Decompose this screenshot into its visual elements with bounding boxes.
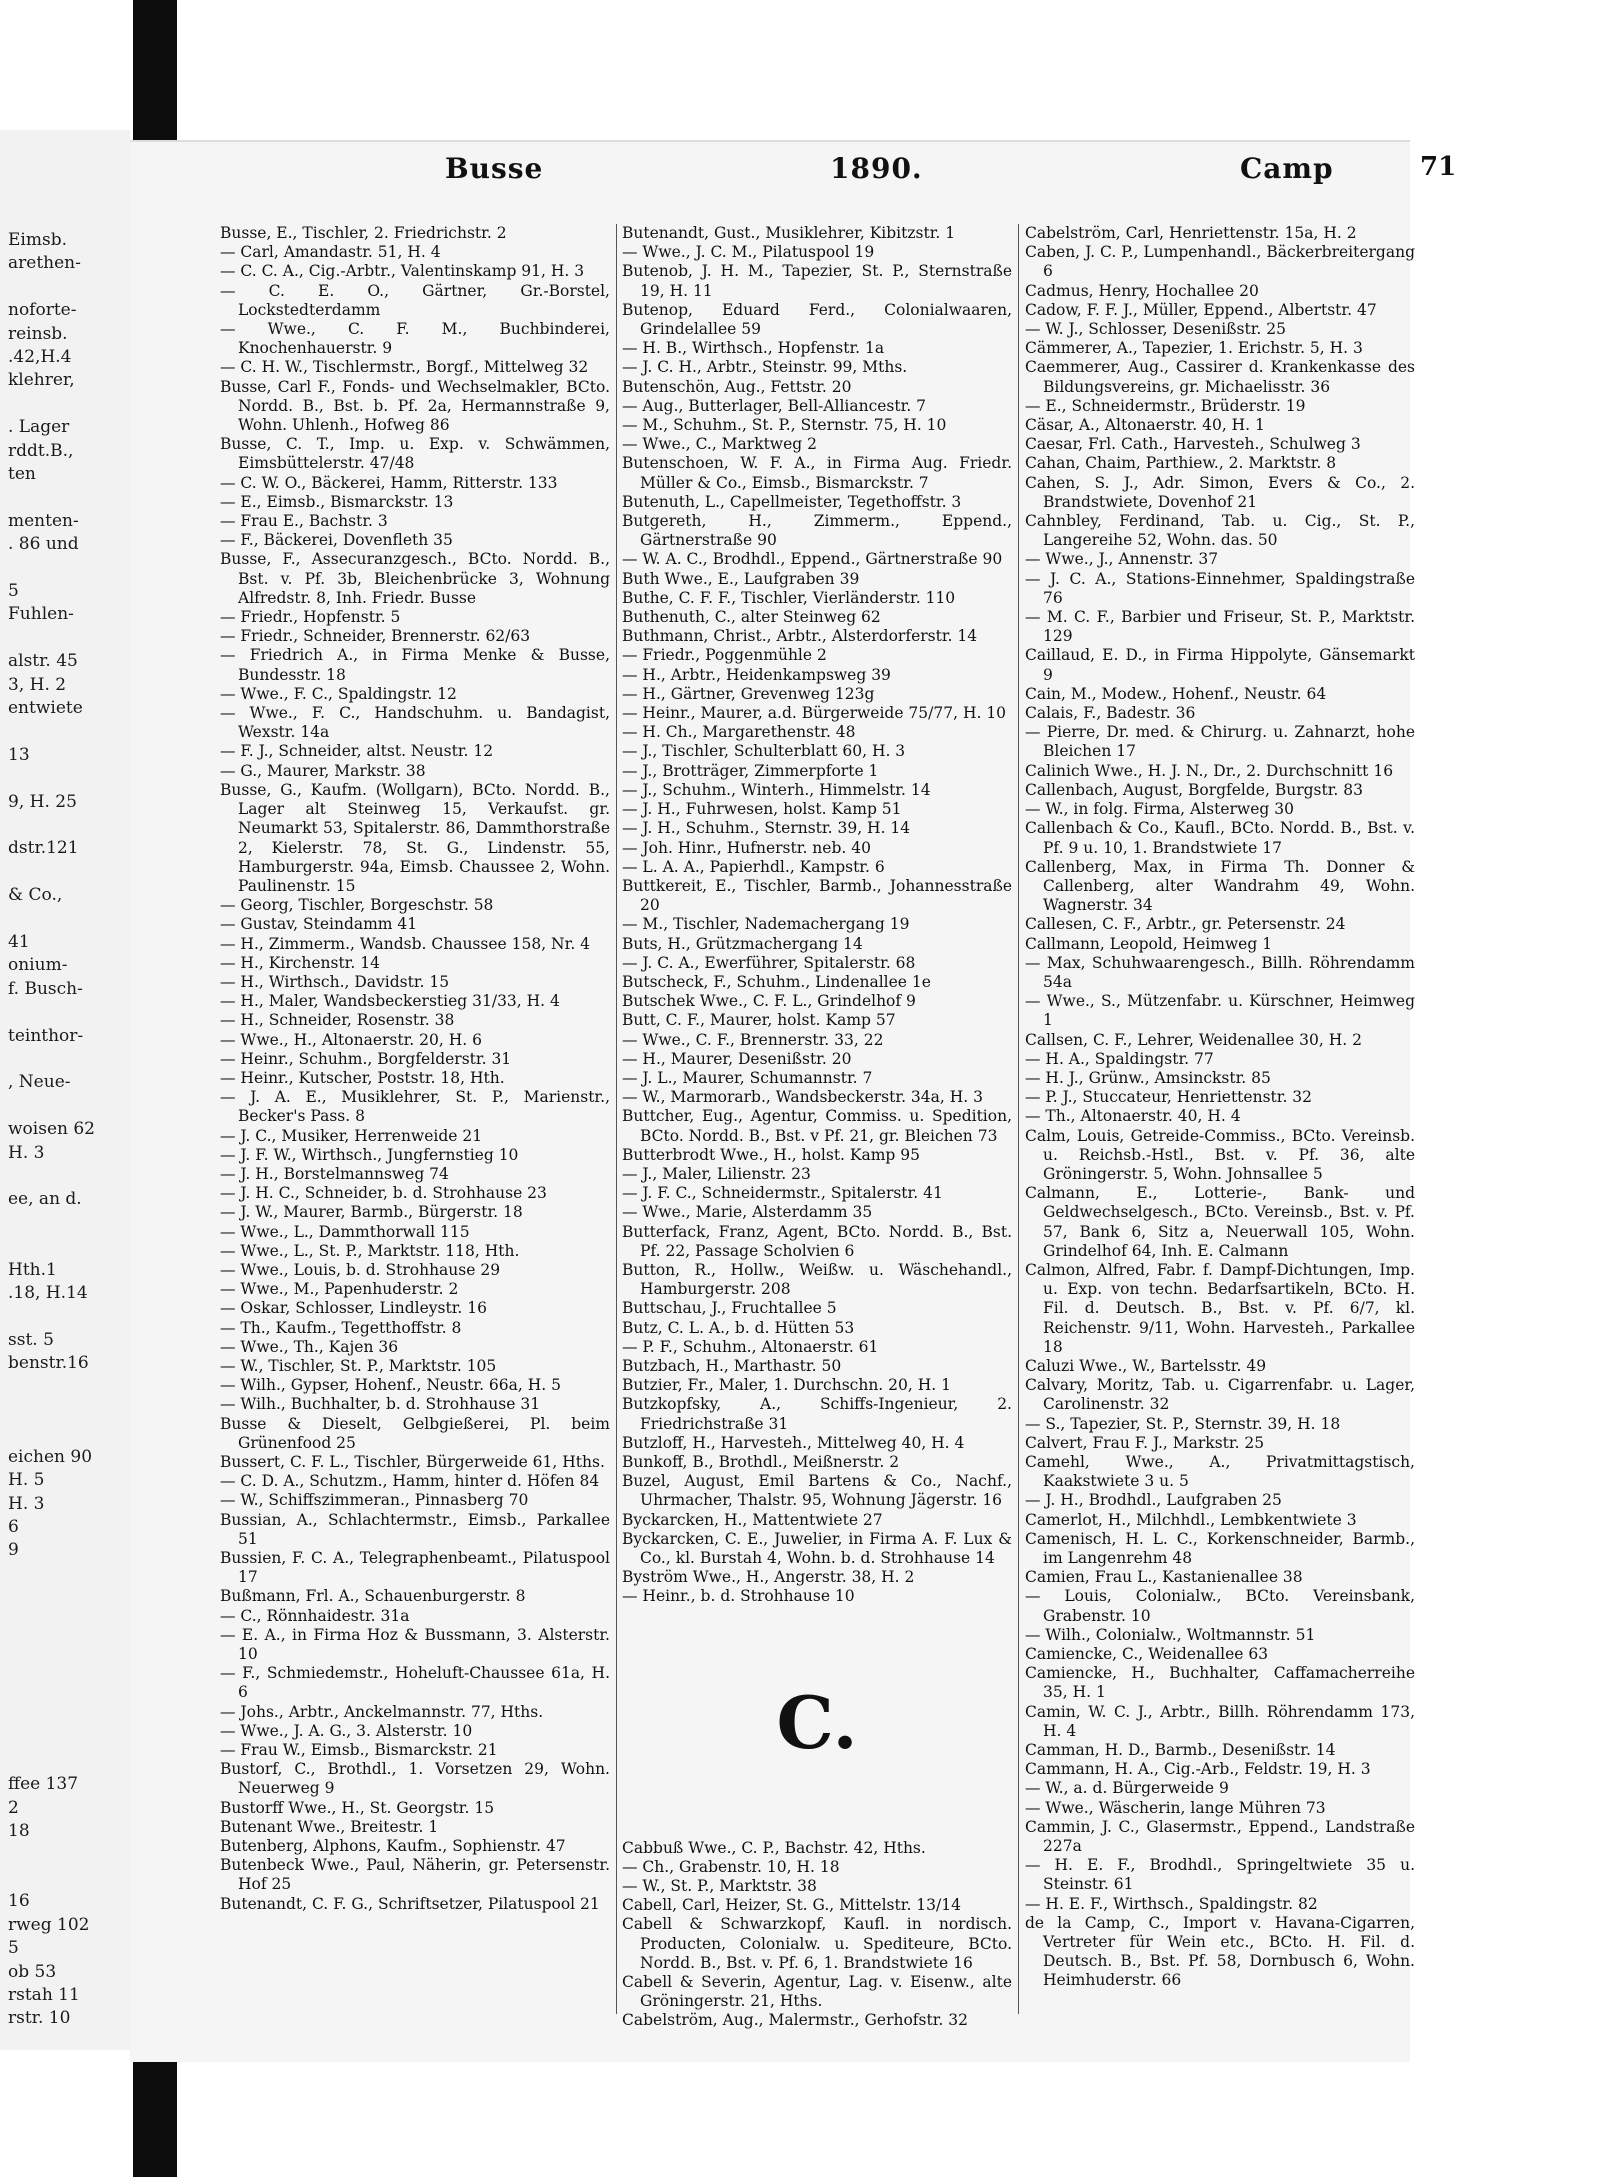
directory-entry: — Wilh., Gypser, Hohenf., Neustr. 66a, H. 5 — [220, 1376, 561, 1395]
left-page-text-fragment: H. 3 — [8, 1493, 45, 1514]
directory-entry: — Aug., Butterlager, Bell-Alliancestr. 7 — [622, 396, 927, 415]
left-page-text-fragment: woisen 62 — [8, 1119, 95, 1140]
directory-entry: — Wwe., J. C. M., Pilatuspool 19 — [622, 243, 875, 262]
directory-entry: — C. D. A., Schutzm., Hamm, hinter d. Höfen 84 — [220, 1472, 600, 1491]
left-page-text-fragment: rstah 11 — [8, 1985, 80, 2005]
directory-entry: — F., Schmiedemstr., Hoheluft-Chaussee 61a, H. 6 — [220, 1664, 610, 1702]
directory-entry: — M. C. F., Barbier und Friseur, St. P., Marktstr. 129 — [1025, 608, 1415, 646]
directory-entry: Buth Wwe., E., Laufgraben 39 — [622, 569, 860, 588]
directory-entry: Butzloff, H., Harvesteh., Mittelweg 40, H. 4 — [622, 1433, 965, 1452]
left-page-text-fragment: 2 — [8, 1797, 19, 1818]
directory-entry: Button, R., Hollw., Weißw. u. Wäschehandl., Hamburgerstr. 208 — [622, 1260, 1012, 1299]
directory-entry: Butenberg, Alphons, Kaufm., Sophienstr. 47 — [220, 1837, 566, 1856]
directory-entry: — J. L., Maurer, Schumannstr. 7 — [622, 1068, 873, 1087]
directory-entry: — E., Schneidermstr., Brüderstr. 19 — [1025, 396, 1306, 415]
directory-entry: — W., St. P., Marktstr. 38 — [622, 1877, 817, 1896]
left-page-text-fragment: & Co., — [8, 885, 63, 906]
directory-entry: Cahan, Chaim, Parthiew., 2. Marktstr. 8 — [1025, 454, 1337, 473]
directory-entry: Bussien, F. C. A., Telegraphenbeamt., Pilatuspool 17 — [220, 1549, 610, 1587]
left-page-text-fragment: 9, H. 25 — [8, 791, 77, 812]
directory-entry: — Max, Schuhwaarengesch., Billh. Röhrendamm 54a — [1025, 953, 1415, 991]
left-page-text-fragment: rstr. 10 — [8, 2008, 71, 2029]
directory-entry: — H. A., Spaldingstr. 77 — [1025, 1049, 1214, 1068]
directory-entry: — J. C. H., Arbtr., Steinstr. 99, Mths. — [622, 358, 908, 377]
directory-entry: — F. J., Schneider, altst. Neustr. 12 — [220, 742, 494, 761]
left-page-text-fragment: .18, H.14 — [8, 1283, 88, 1303]
left-page-text-fragment: rweg 102 — [8, 1914, 90, 1935]
left-page-text-fragment: 18 — [8, 1821, 30, 1842]
directory-entry: — Heinr., Schuhm., Borgfelderstr. 31 — [220, 1049, 512, 1068]
directory-entry: — J. F. C., Schneidermstr., Spitalerstr. 41 — [622, 1184, 943, 1203]
directory-entry: — Wwe., M., Papenhuderstr. 2 — [220, 1280, 459, 1299]
directory-entry: — Heinr., Maurer, a.d. Bürgerweide 75/77, H. 10 — [622, 704, 1007, 723]
directory-entry: — Th., Kaufm., Tegetthoffstr. 8 — [220, 1318, 462, 1337]
directory-entry: — P. F., Schuhm., Altonaerstr. 61 — [622, 1337, 879, 1356]
left-page-text-fragment: .42,H.4 — [8, 347, 72, 367]
directory-entry: Caben, J. C. P., Lumpenhandl., Bäckerbreitergang 6 — [1025, 243, 1415, 281]
directory-entry: Buzel, August, Emil Bartens & Co., Nachf., Uhrmacher, Thalstr. 95, Wohnung Jägerstr. 16 — [622, 1472, 1012, 1510]
directory-entry: — J. C. A., Ewerführer, Spitalerstr. 68 — [622, 953, 916, 972]
directory-entry: Byström Wwe., H., Angerstr. 38, H. 2 — [622, 1568, 915, 1587]
directory-entry: — Wwe., L., Dammthorwall 115 — [220, 1222, 470, 1241]
directory-entry: Buthe, C. F. F., Tischler, Vierländerstr. 110 — [622, 588, 956, 607]
directory-entry: — Wwe., J. A. G., 3. Alsterstr. 10 — [220, 1721, 473, 1740]
left-page-text-fragment: . Lager — [8, 417, 70, 438]
directory-entry: Caluzi Wwe., W., Bartelsstr. 49 — [1025, 1356, 1267, 1375]
directory-entry: Calais, F., Badestr. 36 — [1025, 704, 1196, 723]
directory-entry: — J. A. E., Musiklehrer, St. P., Marienstr., Becker's Pass. 8 — [220, 1088, 610, 1126]
directory-entry: — W., in folg. Firma, Alsterweg 30 — [1025, 800, 1294, 819]
left-page-text-fragment: Fuhlen- — [8, 604, 74, 625]
directory-entry: Byckarcken, H., Mattentwiete 27 — [622, 1510, 883, 1529]
directory-entry: — Wwe., C. F., Brennerstr. 33, 22 — [622, 1030, 884, 1049]
directory-entry: — Friedrich A., in Firma Menke & Busse, Bundesstr. 18 — [220, 646, 610, 684]
directory-entry: — W. J., Schlosser, Desenißstr. 25 — [1025, 320, 1286, 339]
directory-entry: Camiencke, C., Weidenallee 63 — [1025, 1645, 1269, 1664]
directory-entry: Callmann, Leopold, Heimweg 1 — [1025, 934, 1273, 953]
header-year: 1890. — [830, 152, 923, 185]
directory-entry: — H. E. F., Brodhdl., Springeltwiete 35 u. Steinstr. 61 — [1025, 1856, 1415, 1894]
directory-entry: Butenschoen, W. F. A., in Firma Aug. Friedr. Müller & Co., Eimsb., Bismarckstr. 7 — [622, 454, 1012, 492]
directory-entry: — H., Zimmerm., Wandsb. Chaussee 158, Nr. 4 — [220, 934, 591, 953]
directory-entry: Buts, H., Grützmachergang 14 — [622, 934, 863, 953]
directory-entry: Butzbach, H., Marthastr. 50 — [622, 1356, 842, 1375]
directory-entry: Butgereth, H., Zimmerm., Eppend., Gärtnerstraße 90 — [622, 512, 1012, 550]
left-page-text-fragment: klehrer, — [8, 370, 75, 391]
directory-entry: — H., Gärtner, Grevenweg 123g — [622, 684, 875, 703]
directory-entry: Butz, C. L. A., b. d. Hütten 53 — [622, 1318, 855, 1337]
left-page-text-fragment: Hth.1 — [8, 1259, 57, 1280]
directory-entry: — F., Bäckerei, Dovenfleth 35 — [220, 531, 453, 550]
left-page-text-fragment: ee, an d. — [8, 1189, 82, 1210]
directory-entry: — J., Tischler, Schulterblatt 60, H. 3 — [622, 742, 906, 761]
directory-column-3 — [1025, 224, 1415, 1991]
directory-entry: — J. F. W., Wirthsch., Jungfernstieg 10 — [220, 1145, 519, 1164]
directory-entry: Busse, C. T., Imp. u. Exp. v. Schwämmen, Eimsbüttelerstr. 47/48 — [220, 435, 610, 473]
directory-entry: Calvary, Moritz, Tab. u. Cigarrenfabr. u. Lager, Carolinenstr. 32 — [1025, 1376, 1415, 1414]
directory-entry: — H., Wirthsch., Davidstr. 15 — [220, 972, 450, 991]
directory-entry: — Friedr., Schneider, Brennerstr. 62/63 — [220, 627, 531, 646]
directory-entry: — Friedr., Poggenmühle 2 — [622, 646, 827, 665]
directory-entry: — M., Tischler, Nademachergang 19 — [622, 915, 910, 934]
directory-entry: — Wilh., Buchhalter, b. d. Strohhause 31 — [220, 1395, 541, 1414]
directory-entry: Butterfack, Franz, Agent, BCto. Nordd. B., Bst. Pf. 22, Passage Scholvien 6 — [622, 1222, 1012, 1260]
directory-entry: Cabelström, Aug., Malermstr., Gerhofstr. 32 — [622, 2011, 969, 2030]
directory-entry: — J. H., Brodhdl., Laufgraben 25 — [1025, 1491, 1282, 1510]
directory-page — [130, 140, 1457, 2062]
directory-entry: Butt, C. F., Maurer, holst. Kamp 57 — [622, 1011, 896, 1030]
directory-entry: — C. E. O., Gärtner, Gr.-Borstel, Lockstedterdamm — [220, 281, 610, 319]
directory-entry: — H., Kirchenstr. 14 — [220, 953, 380, 972]
directory-entry: — Frau W., Eimsb., Bismarckstr. 21 — [220, 1741, 498, 1760]
directory-entry: Camehl, Wwe., A., Privatmittagstisch, Kaakstwiete 3 u. 5 — [1025, 1453, 1415, 1491]
directory-entry: Bußmann, Frl. A., Schauenburgerstr. 8 — [220, 1587, 526, 1606]
directory-entry: Callenberg, Max, in Firma Th. Donner & Callenberg, alter Wandrahm 49, Wohn. Wagnerstr. 34 — [1025, 857, 1415, 915]
directory-entry: — Wwe., Louis, b. d. Strohhause 29 — [220, 1260, 501, 1279]
directory-entry: — Heinr., b. d. Strohhause 10 — [622, 1587, 855, 1606]
directory-entry: — Wwe., S., Mützenfabr. u. Kürschner, Heimweg 1 — [1025, 992, 1415, 1030]
directory-entry: Calm, Louis, Getreide-Commiss., BCto. Vereinsb. u. Reichsb.-Hstl., Bst. v. Pf. 36, alte Gröningerstr. 5, Wohn. Johnsallee 5 — [1025, 1126, 1415, 1183]
left-page-text-fragment: ob 53 — [8, 1961, 57, 1982]
directory-entry: — H., Maler, Wandsbeckerstieg 31/33, H. 4 — [220, 992, 560, 1011]
directory-entry: de la Camp, C., Import v. Havana-Cigarren, Vertreter für Wein etc., BCto. H. Fil. d. Deutsch. B., Bst. Pf. 58, Dornbusch 6, Wohn. Heimhuderstr. 66 — [1025, 1913, 1415, 1990]
directory-entry: Buttcher, Eug., Agentur, Commiss. u. Spedition, BCto. Nordd. B., Bst. v Pf. 21, gr. Bleichen 73 — [622, 1107, 1012, 1145]
left-page-text-fragment: eichen 90 — [8, 1446, 93, 1467]
directory-entry: Cabbuß Wwe., C. P., Bachstr. 42, Hths. — [622, 1838, 926, 1857]
directory-entry: Buthmann, Christ., Arbtr., Alsterdorferstr. 14 — [622, 627, 978, 646]
directory-entry: — Wwe., L., St. P., Marktstr. 118, Hth. — [220, 1241, 520, 1260]
left-page-text-fragment: 5 — [8, 1938, 19, 1959]
directory-entry: — S., Tapezier, St. P., Sternstr. 39, H. 18 — [1025, 1414, 1341, 1433]
directory-entry: — J., Maler, Lilienstr. 23 — [622, 1164, 811, 1183]
directory-entry: — Friedr., Hopfenstr. 5 — [220, 608, 401, 627]
directory-entry: — H., Schneider, Rosenstr. 38 — [220, 1011, 455, 1030]
left-page-text-fragment: onium- — [8, 955, 68, 976]
directory-entry: — Joh. Hinr., Hufnerstr. neb. 40 — [622, 838, 871, 857]
left-page-text-fragment: alstr. 45 — [8, 651, 78, 672]
left-page-edge — [0, 130, 130, 2050]
directory-entry: — Wwe., J., Annenstr. 37 — [1025, 550, 1219, 569]
directory-entry: — Gustav, Steindamm 41 — [220, 915, 418, 934]
directory-entry: Butscheck, F., Schuhm., Lindenallee 1e — [622, 972, 931, 991]
left-page-text-fragment: 13 — [8, 744, 30, 765]
directory-entry: — Wwe., H., Altonaerstr. 20, H. 6 — [220, 1030, 482, 1049]
directory-entry: — J. W., Maurer, Barmb., Bürgerstr. 18 — [220, 1203, 523, 1222]
directory-entry: Butenandt, Gust., Musiklehrer, Kibitzstr. 1 — [622, 224, 956, 242]
directory-entry: Caemmerer, Aug., Cassirer d. Krankenkasse des Bildungsvereins, gr. Michaelisstr. 36 — [1025, 358, 1415, 396]
directory-entry: Buttschau, J., Fruchtallee 5 — [622, 1299, 837, 1318]
left-page-text-fragment: . 86 und — [8, 534, 79, 555]
directory-entry: — J. H., Fuhrwesen, holst. Kamp 51 — [622, 800, 902, 819]
directory-entry: — Johs., Arbtr., Anckelmannstr. 77, Hths. — [220, 1702, 544, 1721]
directory-entry: — Heinr., Kutscher, Poststr. 18, Hth. — [220, 1068, 505, 1087]
left-page-text-fragment: rddt.B., — [8, 440, 74, 461]
left-page-text-fragment: 16 — [8, 1891, 30, 1912]
directory-entry: Calmann, E., Lotterie-, Bank- und Geldwechselgesch., BCto. Vereinsb., Bst. v. Pf. 57, Bank 6, Sitz a, Neuerwall 105, Wohn. Grindelhof 64, Inh. E. Calmann — [1025, 1184, 1415, 1260]
directory-entry: — H., Arbtr., Heidenkampsweg 39 — [622, 665, 891, 684]
directory-entry: Cadmus, Henry, Hochallee 20 — [1025, 281, 1259, 300]
directory-entry: — Georg, Tischler, Borgeschstr. 58 — [220, 896, 494, 915]
directory-entry: — W., Marmorarb., Wandsbeckerstr. 34a, H. 3 — [622, 1088, 983, 1107]
directory-entry: — H. J., Grünw., Amsinckstr. 85 — [1025, 1068, 1271, 1087]
directory-entry: Callenbach, August, Borgfelde, Burgstr. 83 — [1025, 780, 1364, 799]
directory-entry: Cammann, H. A., Cig.-Arb., Feldstr. 19, H. 3 — [1025, 1760, 1371, 1779]
directory-entry: Buthenuth, C., alter Steinweg 62 — [622, 608, 881, 627]
directory-column-1 — [220, 224, 610, 1914]
directory-entry: Camman, H. D., Barmb., Desenißstr. 14 — [1025, 1741, 1336, 1760]
directory-entry: — W. A. C., Brodhdl., Eppend., Gärtnerstraße 90 — [622, 550, 1003, 569]
left-page-text-fragment: noforte- — [8, 300, 77, 321]
directory-entry: — H. B., Wirthsch., Hopfenstr. 1a — [622, 339, 885, 358]
directory-entry: — P. J., Stuccateur, Henriettenstr. 32 — [1025, 1088, 1313, 1107]
directory-entry: Camin, W. C. J., Arbtr., Billh. Röhrendamm 173, H. 4 — [1025, 1702, 1415, 1740]
directory-entry: Butenschön, Aug., Fettstr. 20 — [622, 377, 852, 396]
left-page-text-fragment: Eimsb. — [8, 230, 67, 250]
directory-entry: — Wilh., Colonialw., Woltmannstr. 51 — [1025, 1625, 1316, 1644]
directory-entry: Bussert, C. F. L., Tischler, Bürgerweide 61, Hths. — [220, 1453, 605, 1471]
directory-entry: Caesar, Frl. Cath., Harvesteh., Schulweg 3 — [1025, 435, 1361, 454]
left-page-text-fragment: , Neue- — [8, 1072, 71, 1093]
directory-entry: — E., Eimsb., Bismarckstr. 13 — [220, 492, 454, 511]
left-page-text-fragment: 6 — [8, 1517, 19, 1537]
left-page-text-fragment: 3, H. 2 — [8, 674, 67, 695]
directory-entry: — C. W. O., Bäckerei, Hamm, Ritterstr. 133 — [220, 473, 558, 492]
directory-entry: — Wwe., F. C., Spaldingstr. 12 — [220, 684, 457, 703]
directory-entry: Busse, E., Tischler, 2. Friedrichstr. 2 — [220, 224, 507, 242]
directory-entry: — J. H. C., Schneider, b. d. Strohhause 23 — [220, 1184, 547, 1203]
directory-entry: — Louis, Colonialw., BCto. Vereinsbank, Grabenstr. 10 — [1025, 1587, 1415, 1625]
directory-entry: — W., a. d. Bürgerweide 9 — [1025, 1779, 1229, 1798]
directory-entry: — J. H., Borstelmannsweg 74 — [220, 1164, 449, 1183]
directory-entry: Callenbach & Co., Kaufl., BCto. Nordd. B., Bst. v. Pf. 9 u. 10, 1. Brandstwiete 17 — [1025, 819, 1415, 857]
directory-entry: Bustorff Wwe., H., St. Georgstr. 15 — [220, 1798, 495, 1817]
directory-entry: — W., Schiffszimmeran., Pinnasberg 70 — [220, 1491, 529, 1510]
left-page-text-fragment: 41 — [8, 932, 30, 952]
directory-entry: — Carl, Amandastr. 51, H. 4 — [220, 243, 441, 262]
directory-entry: Cahen, S. J., Adr. Simon, Evers & Co., 2. Brandstwiete, Dovenhof 21 — [1025, 473, 1415, 511]
directory-entry: Camenisch, H. L. C., Korkenschneider, Barmb., im Langenrehm 48 — [1025, 1529, 1415, 1568]
directory-entry: Bustorf, C., Brothdl., 1. Vorsetzen 29, Wohn. Neuerweg 9 — [220, 1760, 610, 1798]
directory-entry: Butzier, Fr., Maler, 1. Durchschn. 20, H. 1 — [622, 1376, 951, 1395]
directory-entry: — C. C. A., Cig.-Arbtr., Valentinskamp 91, H. 3 — [220, 262, 585, 281]
directory-entry: Callsen, C. F., Lehrer, Weidenallee 30, H. 2 — [1025, 1030, 1362, 1049]
directory-entry: — H., Maurer, Desenißstr. 20 — [622, 1049, 852, 1068]
directory-entry: Calinich Wwe., H. J. N., Dr., 2. Durchschnitt 16 — [1025, 761, 1394, 780]
directory-entry: — Frau E., Bachstr. 3 — [220, 512, 388, 531]
directory-entry: Busse, Carl F., Fonds- und Wechselmakler, BCto. Nordd. B., Bst. b. Pf. 2a, Hermannstraße 9, Wohn. Uhlenh., Hofweg 86 — [220, 377, 610, 435]
directory-entry: — M., Schuhm., St. P., Sternstr. 75, H. 10 — [622, 416, 947, 435]
left-page-text-fragment: ffee 137 — [8, 1774, 79, 1795]
directory-entry: Cain, M., Modew., Hohenf., Neustr. 64 — [1025, 684, 1327, 703]
left-page-text-fragment: dstr.121 — [8, 838, 79, 859]
directory-entry: Caillaud, E. D., in Firma Hippolyte, Gänsemarkt 9 — [1025, 646, 1415, 684]
left-page-text-fragment: 9 — [8, 1540, 19, 1561]
directory-entry: Butenandt, C. F. G., Schriftsetzer, Pilatuspool 21 — [220, 1894, 600, 1913]
column-divider — [1018, 224, 1019, 2014]
left-page-text-fragment: H. 5 — [8, 1470, 45, 1491]
directory-entry: Butterbrodt Wwe., H., holst. Kamp 95 — [622, 1145, 921, 1164]
directory-entry: Butenant Wwe., Breitestr. 1 — [220, 1817, 439, 1836]
directory-entry: — H. Ch., Margarethenstr. 48 — [622, 723, 856, 742]
column-divider — [616, 224, 617, 2014]
directory-entry: Buttkereit, E., Tischler, Barmb., Johannesstraße 20 — [622, 876, 1012, 915]
directory-entry: — C. H. W., Tischlermstr., Borgf., Mittelweg 32 — [220, 358, 589, 377]
directory-entry: Butschek Wwe., C. F. L., Grindelhof 9 — [622, 992, 916, 1011]
directory-entry: — L. A. A., Papierhdl., Kampstr. 6 — [622, 857, 885, 876]
left-page-text-fragment: 5 — [8, 581, 19, 601]
directory-entry: Cahnbley, Ferdinand, Tab. u. Cig., St. P., Langereihe 52, Wohn. das. 50 — [1025, 512, 1415, 550]
directory-entry: Cäsar, A., Altonaerstr. 40, H. 1 — [1025, 416, 1265, 435]
directory-entry: Cadow, F. F. J., Müller, Eppend., Albertstr. 47 — [1025, 300, 1377, 319]
left-page-text-fragment: H. 3 — [8, 1142, 45, 1163]
directory-entry: — G., Maurer, Markstr. 38 — [220, 761, 426, 780]
left-page-text-fragment: arethen- — [8, 253, 81, 274]
directory-entry: Busse, G., Kaufm. (Wollgarn), BCto. Nordd. B., Lager alt Steinweg 15, Verkaufst. gr. Neumarkt 53, Spitalerstr. 86, Dammthorstraße 2, Kielerstr. 78, St. G., Lindenstr. 55, Hamburgerstr. 94a, Eimsb. Chaussee 2, Wohn. Paulinenstr. 15 — [220, 780, 610, 895]
page-number: 71 — [1420, 152, 1457, 182]
directory-entry: — J., Brotträger, Zimmerpforte 1 — [622, 761, 879, 780]
directory-entry: — Wwe., C., Marktweg 2 — [622, 435, 817, 454]
directory-entry: Callesen, C. F., Arbtr., gr. Petersenstr. 24 — [1025, 915, 1346, 934]
left-page-text-fragment: teinthor- — [8, 1025, 84, 1046]
directory-entry: Cabelström, Carl, Henriettenstr. 15a, H. 2 — [1025, 224, 1357, 242]
directory-entry: — Wwe., Th., Kajen 36 — [220, 1337, 399, 1356]
directory-entry: Camiencke, H., Buchhalter, Caffamacherreihe 35, H. 1 — [1025, 1664, 1415, 1702]
directory-entry: — Th., Altonaerstr. 40, H. 4 — [1025, 1107, 1241, 1126]
directory-entry: — C., Rönnhaidestr. 31a — [220, 1606, 410, 1625]
directory-entry: Bunkoff, B., Brothdl., Meißnerstr. 2 — [622, 1453, 900, 1471]
directory-entry: Calvert, Frau F. J., Markstr. 25 — [1025, 1433, 1265, 1452]
left-page-text-fragment: sst. 5 — [8, 1329, 54, 1350]
section-letter-heading: C. — [776, 1679, 858, 1765]
directory-entry: Camerlot, H., Milchhdl., Lembkentwiete 3 — [1025, 1510, 1357, 1529]
directory-entry: Busse & Dieselt, Gelbgießerei, Pl. beim Grünenfood 25 — [220, 1414, 610, 1452]
header-first-name: Busse — [445, 152, 544, 185]
header-last-name: Camp — [1240, 152, 1334, 185]
directory-entry: — Oskar, Schlosser, Lindleystr. 16 — [220, 1299, 488, 1318]
directory-entry: Cabell & Schwarzkopf, Kaufl. in nordisch. Producten, Colonialw. u. Spediteure, BCto. Nordd. B., Bst. v. Pf. 6, 1. Brandstwiete 16 — [622, 1915, 1012, 1972]
directory-entry: — Wwe., Wäscherin, lange Mühren 73 — [1025, 1798, 1326, 1817]
directory-entry: Bussian, A., Schlachtermstr., Eimsb., Parkallee 51 — [220, 1510, 610, 1548]
directory-column-2 — [622, 224, 1012, 2031]
directory-entry: Cämmerer, A., Tapezier, 1. Erichstr. 5, H. 3 — [1025, 339, 1363, 358]
directory-entry: Busse, F., Assecuranzgesch., BCto. Nordd. B., Bst. v. Pf. 3b, Bleichenbrücke 3, Wohnung Alfredstr. 8, Inh. Friedr. Busse — [220, 550, 610, 607]
left-page-text-fragment: menten- — [8, 510, 79, 531]
directory-entry: — J. H., Schuhm., Sternstr. 39, H. 14 — [622, 819, 911, 838]
directory-entry: — J. C. A., Stations-Einnehmer, Spaldingstraße 76 — [1025, 569, 1415, 607]
left-page-text-fragment: entwiete — [8, 698, 83, 718]
directory-entry: Cabell, Carl, Heizer, St. G., Mittelstr. 13/14 — [622, 1896, 961, 1915]
directory-entry: Butenbeck Wwe., Paul, Näherin, gr. Petersenstr. Hof 25 — [220, 1856, 610, 1894]
page-header — [190, 152, 1457, 192]
directory-entry: Butzkopfsky, A., Schiffs-Ingenieur, 2. Friedrichstraße 31 — [622, 1395, 1012, 1433]
directory-entry: — H. E. F., Wirthsch., Spaldingstr. 82 — [1025, 1894, 1318, 1913]
directory-entry: — E. A., in Firma Hoz & Bussmann, 3. Alsterstr. 10 — [220, 1625, 610, 1664]
directory-entry: Byckarcken, C. E., Juwelier, in Firma A. F. Lux & Co., kl. Burstah 4, Wohn. b. d. Strohhause 14 — [622, 1529, 1012, 1568]
directory-entry: Calmon, Alfred, Fabr. f. Dampf-Dichtungen, Imp. u. Exp. von techn. Bedarfsartikeln, BCto. H. Fil. d. Deutsch. B., Bst. v. Pf. 6/7, kl. Reichenstr. 9/11, Wohn. Harvesteh., Parkallee 18 — [1025, 1260, 1415, 1356]
directory-entry: — W., Tischler, St. P., Marktstr. 105 — [220, 1356, 497, 1375]
directory-entry: Butenuth, L., Capellmeister, Tegethoffstr. 3 — [622, 492, 962, 511]
directory-entry: — Pierre, Dr. med. & Chirurg. u. Zahnarzt, hohe Bleichen 17 — [1025, 723, 1415, 761]
directory-entry: Butenop, Eduard Ferd., Colonialwaaren, Grindelallee 59 — [622, 300, 1012, 339]
directory-entry: — J., Schuhm., Winterh., Himmelstr. 14 — [622, 780, 931, 799]
directory-entry: — Wwe., F. C., Handschuhm. u. Bandagist, Wexstr. 14a — [220, 704, 610, 742]
directory-entry: — J. C., Musiker, Herrenweide 21 — [220, 1126, 483, 1145]
left-page-text-fragment: f. Busch- — [8, 978, 83, 999]
left-page-text-fragment: ten — [8, 464, 36, 484]
left-page-text-fragment: reinsb. — [8, 323, 68, 344]
directory-entry: Cabell & Severin, Agentur, Lag. v. Eisenw., alte Gröningerstr. 21, Hths. — [622, 1973, 1012, 2011]
directory-entry: Camien, Frau L., Kastanienallee 38 — [1025, 1568, 1303, 1587]
directory-entry: — Wwe., C. F. M., Buchbinderei, Knochenhauerstr. 9 — [220, 320, 610, 358]
directory-entry: Cammin, J. C., Glasermstr., Eppend., Landstraße 227a — [1025, 1817, 1415, 1856]
directory-entry: — Wwe., Marie, Alsterdamm 35 — [622, 1203, 873, 1222]
left-page-text-fragment: benstr.16 — [8, 1353, 89, 1374]
directory-entry: — Ch., Grabenstr. 10, H. 18 — [622, 1857, 840, 1876]
directory-entry: Butenob, J. H. M., Tapezier, St. P., Sternstraße 19, H. 11 — [622, 262, 1012, 300]
